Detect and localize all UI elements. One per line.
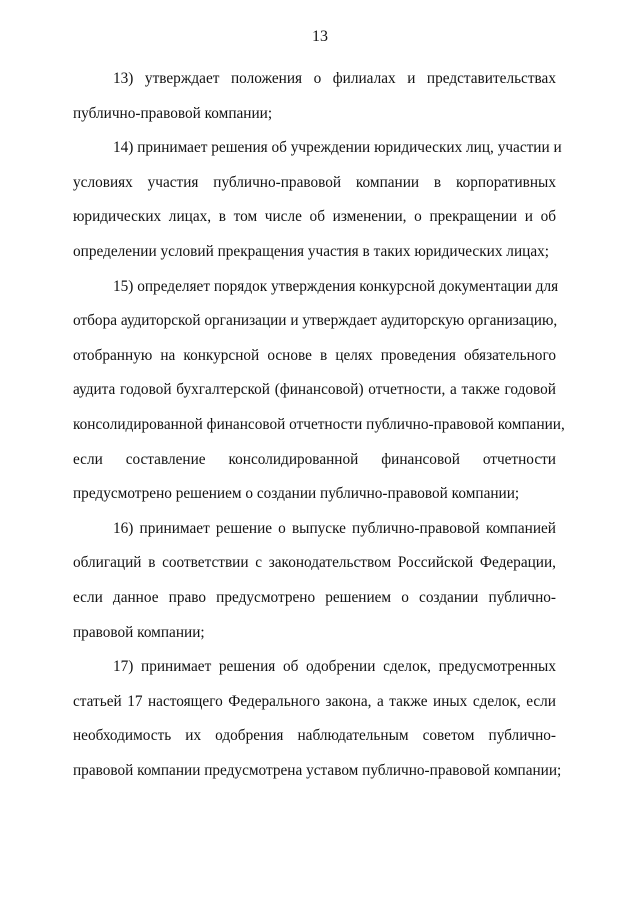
text-line: если составление консолидированной финансовой отчетности (73, 450, 556, 468)
paragraph-item-15 (73, 270, 565, 512)
text-line: аудита годовой бухгалтерской (финансовой) отчетности, а также годовой (73, 381, 556, 399)
text-line: юридических лицах, в том числе об изменении, о прекращении и об (73, 208, 556, 226)
paragraph-item-16 (73, 512, 556, 650)
text-line: 14) принимает решения об учреждении юридических лиц, участии и (113, 139, 562, 157)
text-line: отобранную на конкурсной основе в целях проведения обязательного (73, 346, 556, 364)
page-number: 13 (312, 28, 328, 45)
text-line: предусмотрено решением о создании публично-правовой компании; (73, 485, 520, 503)
text-line: статьей 17 настоящего Федерального закона, а также иных сделок, если (73, 692, 556, 710)
text-line: публично-правовой компании; (73, 104, 273, 122)
text-line: определении условий прекращения участия в таких юридических лицах; (73, 242, 550, 260)
text-line: необходимость их одобрения наблюдательным советом публично- (73, 727, 556, 745)
text-line: условиях участия публично-правовой компании в корпоративных (73, 173, 556, 191)
paragraph-item-13 (73, 62, 556, 131)
text-line: если данное право предусмотрено решением о создании публично- (73, 588, 556, 606)
text-line: правовой компании предусмотрена уставом публично-правовой компании; (73, 761, 562, 779)
text-line: 15) определяет порядок утверждения конкурсной документации для (113, 277, 559, 295)
text-line: 16) принимает решение о выпуске публично-правовой компанией (113, 519, 556, 537)
text-line: отбора аудиторской организации и утверждает аудиторскую организацию, (73, 312, 558, 330)
text-line: 17) принимает решения об одобрении сделок, предусмотренных (113, 658, 556, 676)
text-line: консолидированной финансовой отчетности публично-правовой компании, (73, 415, 565, 433)
paragraph-item-14 (73, 131, 562, 269)
text-line: правовой компании; (73, 623, 205, 641)
text-line: облигаций в соответствии с законодательством Российской Федерации, (73, 554, 556, 572)
document-body (73, 62, 565, 788)
paragraph-item-17 (73, 650, 562, 788)
text-line: 13) утверждает положения о филиалах и представительствах (113, 70, 556, 87)
